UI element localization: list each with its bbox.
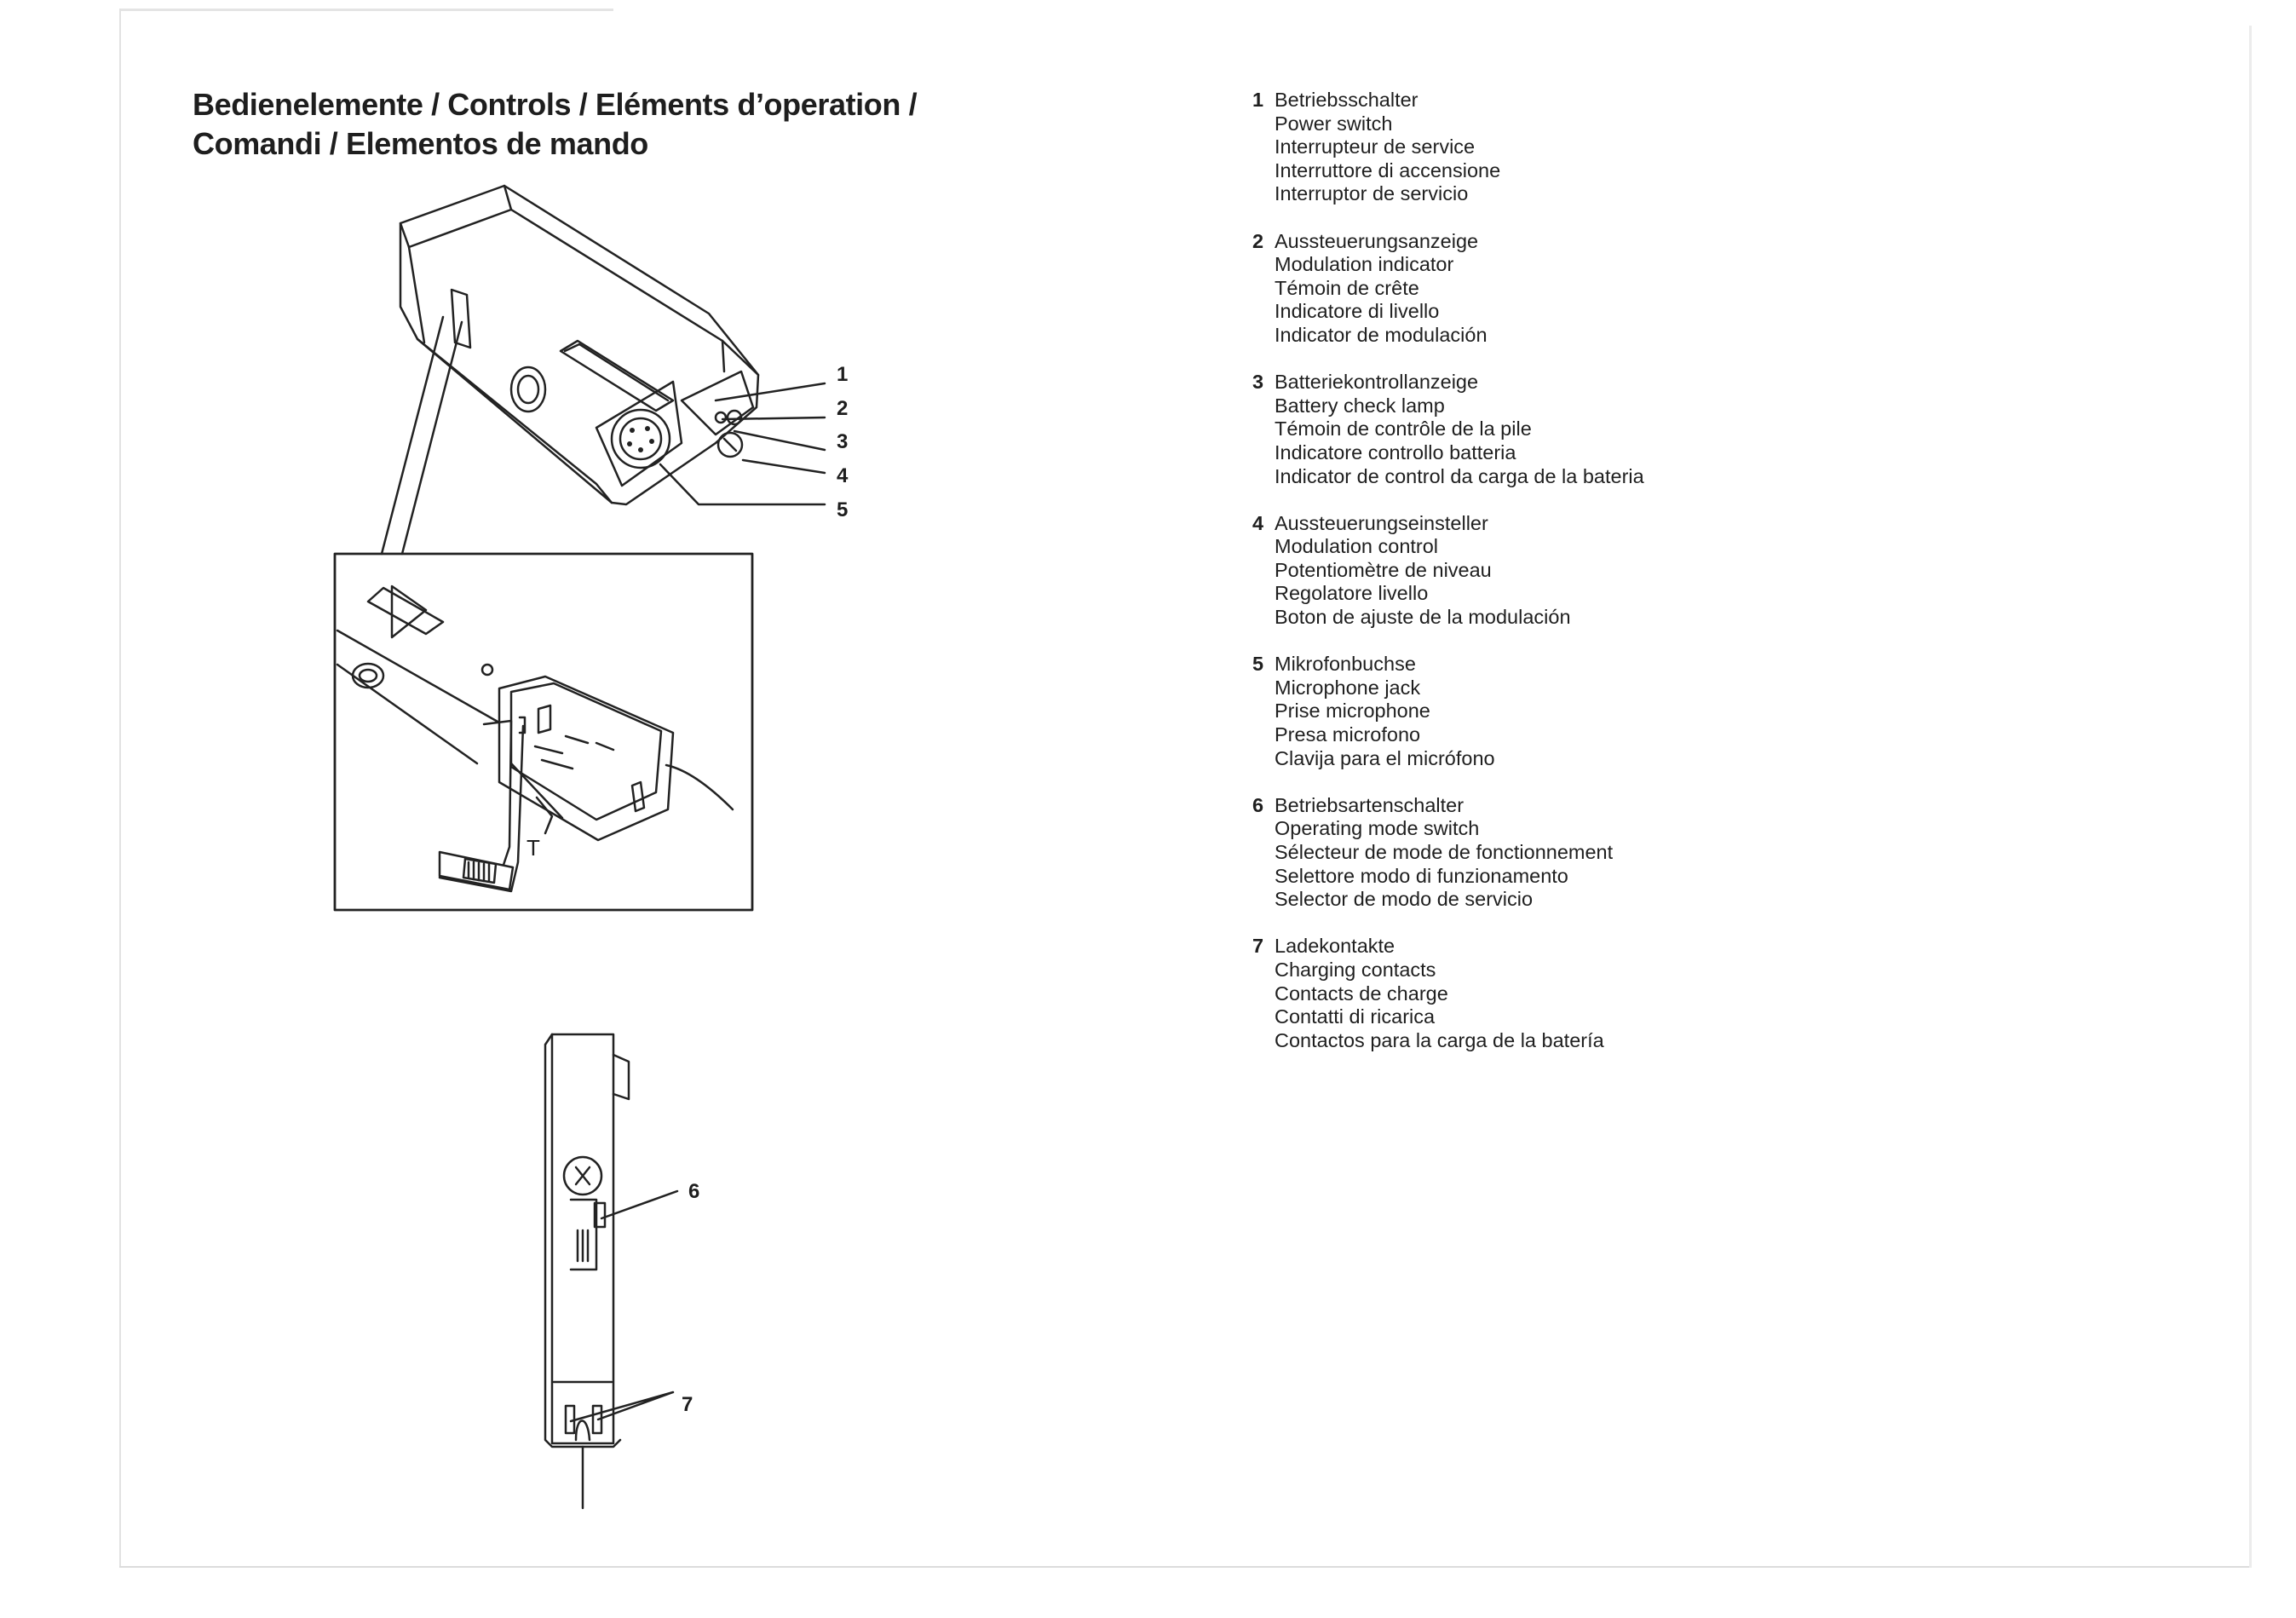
legend-line: Interrupteur de service	[1275, 135, 1476, 158]
legend-line: Modulation indicator	[1275, 253, 1454, 276]
legend-line: Contacts de charge	[1275, 982, 1448, 1005]
legend-line: Prise microphone	[1275, 700, 1430, 723]
legend-line: Mikrofonbuchse	[1275, 653, 1416, 676]
page-title-line-2: Comandi / Elementos de mando	[193, 126, 648, 161]
legend-line: Indicator de control da carga de la bateria	[1275, 464, 1644, 487]
legend-number: 1	[1252, 89, 1264, 111]
callout-1: 1	[837, 363, 849, 386]
legend-line: Sélecteur de mode de fonctionnement	[1275, 841, 1614, 863]
legend-line: Selector de modo de servicio	[1275, 888, 1534, 911]
legend-line: Microphone jack	[1275, 676, 1421, 699]
legend-item-7	[1252, 935, 2190, 1052]
legend-line: Interruttore di accensione	[1275, 158, 1501, 181]
legend-line: Indicatore controllo batteria	[1275, 440, 1516, 464]
legend-line: Aussteuerungseinsteller	[1275, 511, 1488, 534]
legend-line: Presa microfono	[1275, 723, 1421, 746]
page-title-line-1: Bedienelemente / Controls / Eléments d’operation /	[193, 87, 918, 122]
legend-number: 6	[1252, 793, 1264, 816]
legend-translations	[1275, 935, 1604, 1052]
legend-line: Aussteuerungsanzeige	[1275, 229, 1479, 252]
legend-item-2	[1252, 230, 2190, 348]
legend-line: Contactos para la carga de la batería	[1275, 1028, 1604, 1051]
legend-line: Batteriekontrollanzeige	[1275, 371, 1479, 394]
legend-number: 4	[1252, 511, 1264, 534]
legend-translations	[1275, 230, 1488, 348]
controls-legend	[1252, 89, 2190, 1076]
detail-label-t: T	[527, 835, 540, 861]
battery-compartment-detail	[335, 554, 752, 910]
legend-line: Témoin de contrôle de la pile	[1275, 417, 1532, 440]
callout-6: 6	[688, 1180, 700, 1203]
legend-line: Battery check lamp	[1275, 394, 1445, 417]
legend-translations	[1275, 512, 1571, 630]
legend-number: 3	[1252, 371, 1264, 394]
callout-5: 5	[837, 498, 849, 521]
legend-translations	[1275, 794, 1613, 912]
legend-translations	[1275, 89, 1500, 206]
legend-line: Ladekontakte	[1275, 935, 1395, 958]
callout-4: 4	[837, 464, 849, 487]
legend-line: Selettore modo di funzionamento	[1275, 864, 1568, 887]
legend-line: Potentiomètre de niveau	[1275, 558, 1492, 581]
callout-7: 7	[682, 1393, 693, 1416]
legend-item-1	[1252, 89, 2190, 206]
legend-line: Témoin de crête	[1275, 276, 1419, 299]
legend-line: Betriebsschalter	[1275, 89, 1418, 111]
legend-translations	[1275, 653, 1495, 770]
legend-item-5	[1252, 653, 2190, 770]
transmitter-side-drawing	[545, 1034, 677, 1508]
legend-line: Betriebsartenschalter	[1275, 793, 1464, 816]
legend-item-4	[1252, 512, 2190, 630]
callout-3: 3	[837, 430, 849, 453]
legend-line: Clavija para el micrófono	[1275, 746, 1495, 769]
legend-line: Indicator de modulación	[1275, 323, 1488, 346]
transmitter-perspective-drawing	[382, 186, 825, 554]
legend-number: 7	[1252, 935, 1264, 958]
callout-2: 2	[837, 397, 849, 420]
legend-line: Regolatore livello	[1275, 582, 1429, 605]
legend-line: Operating mode switch	[1275, 817, 1480, 840]
legend-item-6	[1252, 794, 2190, 912]
legend-line: Contatti di ricarica	[1275, 1005, 1436, 1028]
legend-line: Modulation control	[1275, 535, 1439, 558]
legend-line: Interruptor de servicio	[1275, 182, 1469, 205]
legend-line: Power switch	[1275, 112, 1393, 135]
legend-number: 2	[1252, 229, 1264, 252]
legend-item-3	[1252, 371, 2190, 488]
legend-line: Charging contacts	[1275, 958, 1436, 981]
legend-translations	[1275, 371, 1644, 488]
legend-number: 5	[1252, 653, 1264, 676]
legend-line: Boton de ajuste de la modulación	[1275, 606, 1571, 629]
legend-line: Indicatore di livello	[1275, 300, 1440, 323]
